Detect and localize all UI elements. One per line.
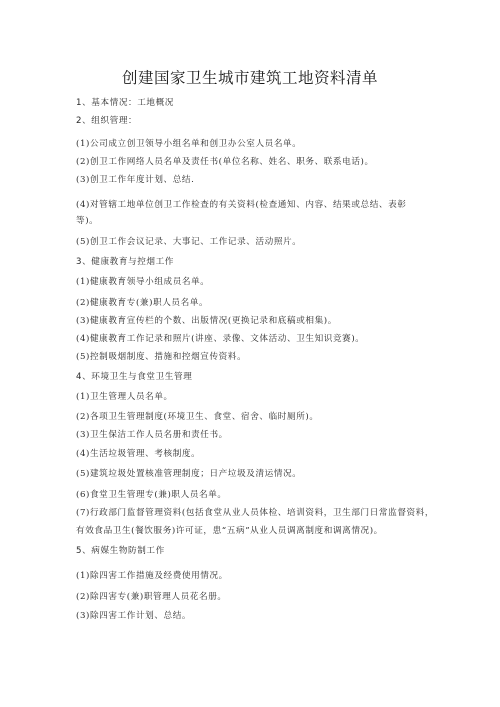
list-item: (4)健康教育工作记录和照片(讲座、录像、文体活动、卫生知识竞赛)。 <box>76 334 365 344</box>
list-item: 有效食品卫生(餐饮服务)许可证，患“五病”从业人员调离制度和调离情况)。 <box>76 526 383 536</box>
list-item: (1)除四害工作措施及经费使用情况。 <box>76 571 228 581</box>
list-item: (1)卫生管理人员名单。 <box>76 392 173 402</box>
list-item: (4)生活垃圾管理、考核制度。 <box>76 449 201 459</box>
list-item: (7)行政部门监督管理资料(包括食堂从业人员体检、培训资料，卫生部门日常监督资料， <box>76 508 435 518</box>
list-item: (3)创卫工作年度计划、总结. <box>76 175 195 185</box>
list-item: (1)公司成立创卫领导小组名单和创卫办公室人员名单。 <box>76 139 302 149</box>
list-item: (5)控制吸烟制度、措施和控烟宣传资料。 <box>76 352 247 362</box>
list-item: (3)健康教育宣传栏的个数、出版情况(更换记录和底稿或相集)。 <box>76 316 337 326</box>
list-item: (4)对管辖工地单位创卫工作检查的有关资料(检查通知、内容、结果或总结、表彰 <box>76 200 407 210</box>
section-heading: 2、组织管理： <box>76 116 138 126</box>
page-title: 创建国家卫生城市建筑工地资料清单 <box>121 69 378 87</box>
section-heading: 3、健康教育与控烟工作 <box>76 257 175 267</box>
list-item: (1)健康教育领导小组成员名单。 <box>76 277 210 287</box>
list-item: (5)建筑垃圾处置核准管理制度；日产垃圾及清运情况。 <box>76 469 302 479</box>
list-item: (2)除四害专(兼)职管理人员花名册。 <box>76 592 227 602</box>
section-heading: 1、基本情况：工地概况 <box>76 98 175 108</box>
list-item: 等)。 <box>76 216 99 226</box>
list-item: (5)创卫工作会议记录、大事记、工作记录、活动照片。 <box>76 237 302 247</box>
list-item: (6)食堂卫生管理专(兼)职人员名单。 <box>76 490 227 500</box>
section-heading: 4、环境卫生与食堂卫生管理 <box>76 372 193 382</box>
list-item: (2)创卫工作网络人员名单及责任书(单位名称、姓名、职务、联系电话)。 <box>76 157 374 167</box>
list-item: (3)除四害工作计划、总结。 <box>76 611 192 621</box>
list-item: (2)各项卫生管理制度(环境卫生、食堂、宿舍、临时厕所)。 <box>76 412 319 422</box>
list-item: (3)卫生保洁工作人员名册和责任书。 <box>76 430 228 440</box>
section-heading: 5、病媒生物防制工作 <box>76 546 165 556</box>
list-item: (2)健康教育专(兼)职人员名单。 <box>76 298 209 308</box>
